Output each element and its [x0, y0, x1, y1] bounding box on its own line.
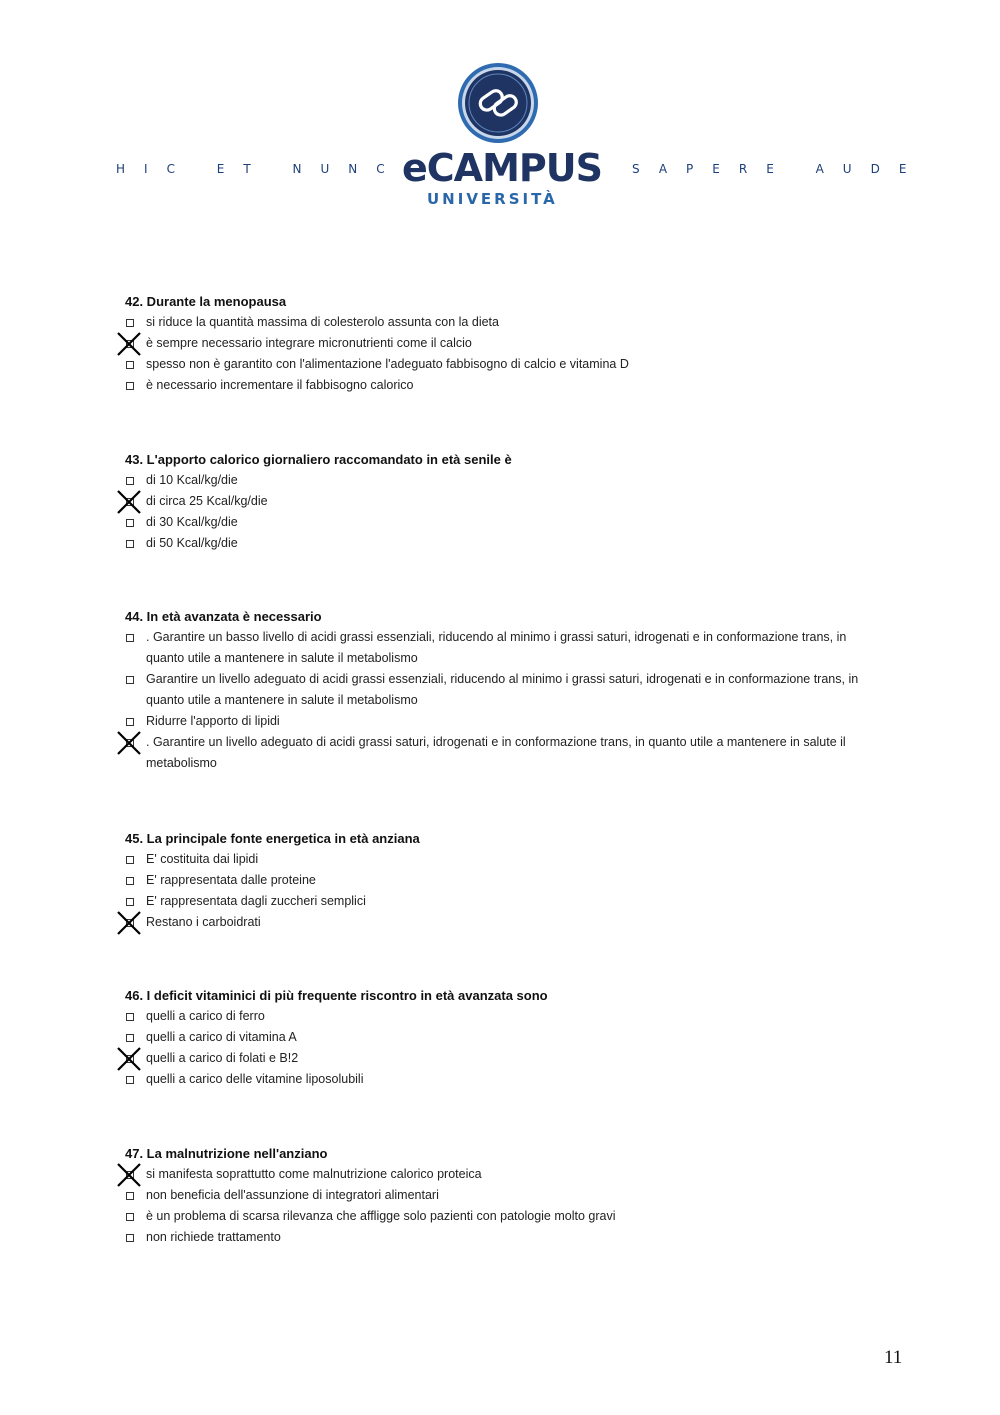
checkbox-icon[interactable] [126, 319, 134, 327]
page-header [0, 0, 1000, 220]
option-text: di 50 Kcal/kg/die [146, 536, 238, 550]
university-seal-icon [457, 62, 539, 144]
question-title: 42. Durante la menopausa [125, 294, 287, 309]
checkbox-icon[interactable] [126, 1034, 134, 1042]
checkbox-icon[interactable] [126, 1013, 134, 1021]
answer-option[interactable] [125, 870, 885, 891]
question-title: 45. La principale fonte energetica in età anziana [125, 831, 420, 846]
logo-wordmark: eCAMPUS [402, 146, 602, 190]
question-43 [125, 449, 885, 554]
option-text: di 30 Kcal/kg/die [146, 515, 238, 529]
option-text: si manifesta soprattutto come malnutrizione calorico proteica [146, 1167, 482, 1181]
checkbox-icon[interactable] [126, 718, 134, 726]
checkbox-icon[interactable] [126, 634, 134, 642]
question-47 [125, 1143, 885, 1248]
checkbox-icon[interactable] [126, 1192, 134, 1200]
question-title: 43. L'apporto calorico giornaliero raccomandato in età senile è [125, 452, 512, 467]
option-text: Restano i carboidrati [146, 915, 261, 929]
option-text: spesso non è garantito con l'alimentazione l'adeguato fabbisogno di calcio e vitamina D [146, 357, 629, 371]
option-text: E' rappresentata dagli zuccheri semplici [146, 894, 366, 908]
checkbox-icon[interactable] [126, 898, 134, 906]
answer-option[interactable] [125, 627, 885, 669]
option-text: quelli a carico di folati e B!2 [146, 1051, 299, 1065]
answer-option[interactable] [125, 711, 885, 732]
answer-option[interactable] [125, 669, 885, 711]
motto-left: HIC ET NUNC [116, 162, 404, 176]
option-text: . Garantire un basso livello di acidi grassi essenziali, riducendo al minimo i grassi saturi, idrogenati e in conformazione trans, in quanto utile a mantenere in salute il metabolismo [146, 630, 847, 665]
x-mark-icon [116, 730, 142, 756]
checkbox-icon[interactable] [126, 477, 134, 485]
option-text: non richiede trattamento [146, 1230, 281, 1244]
answer-option[interactable] [125, 533, 885, 554]
answer-option[interactable] [125, 1027, 885, 1048]
answer-option-selected[interactable] [125, 1164, 885, 1185]
answer-option[interactable] [125, 354, 885, 375]
checkbox-icon[interactable] [126, 382, 134, 390]
question-46 [125, 985, 885, 1090]
option-text: di 10 Kcal/kg/die [146, 473, 238, 487]
answer-option-selected[interactable] [125, 1048, 885, 1069]
option-text: è sempre necessario integrare micronutrienti come il calcio [146, 336, 472, 350]
option-text: di circa 25 Kcal/kg/die [146, 494, 268, 508]
answer-option-selected[interactable] [125, 912, 885, 933]
option-text: E' costituita dai lipidi [146, 852, 259, 866]
option-text: quelli a carico delle vitamine liposolubili [146, 1072, 364, 1086]
motto-right: SAPERE AUDE [632, 162, 926, 176]
option-text: è un problema di scarsa rilevanza che affligge solo pazienti con patologie molto gravi [146, 1209, 616, 1223]
option-text: Ridurre l'apporto di lipidi [146, 714, 280, 728]
question-42 [125, 291, 885, 396]
checkbox-icon[interactable] [126, 877, 134, 885]
question-title: 44. In età avanzata è necessario [125, 609, 322, 624]
answer-option-selected[interactable] [125, 333, 885, 354]
answer-option[interactable] [125, 849, 885, 870]
answer-option[interactable] [125, 891, 885, 912]
checkbox-icon[interactable] [126, 1234, 134, 1242]
question-45 [125, 828, 885, 933]
logo-subtitle: UNIVERSITÀ [427, 190, 558, 208]
option-text: non beneficia dell'assunzione di integratori alimentari [146, 1188, 439, 1202]
checkbox-icon[interactable] [126, 361, 134, 369]
answer-option[interactable] [125, 312, 885, 333]
answer-option[interactable] [125, 1227, 885, 1248]
option-text: quelli a carico di vitamina A [146, 1030, 297, 1044]
answer-option-selected[interactable] [125, 732, 885, 774]
checkbox-icon[interactable] [126, 1076, 134, 1084]
option-text: quelli a carico di ferro [146, 1009, 265, 1023]
answer-option[interactable] [125, 1006, 885, 1027]
answer-option[interactable] [125, 512, 885, 533]
option-text: . Garantire un livello adeguato di acidi grassi saturi, idrogenati e in conformazione trans, in quanto utile a mantenere in salute il metabolismo [146, 735, 846, 770]
answer-option[interactable] [125, 1185, 885, 1206]
checkbox-icon[interactable] [126, 519, 134, 527]
answer-option[interactable] [125, 1206, 885, 1227]
page-number: 11 [884, 1347, 903, 1368]
checkbox-icon[interactable] [126, 1213, 134, 1221]
checkbox-icon[interactable] [126, 540, 134, 548]
option-text: si riduce la quantità massima di colesterolo assunta con la dieta [146, 315, 499, 329]
option-text: Garantire un livello adeguato di acidi grassi essenziali, riducendo al minimo i grassi saturi, idrogenati e in conformazione trans, in quanto utile a mantenere in salute il metabolismo [146, 672, 859, 707]
x-mark-icon [116, 910, 142, 936]
answer-option[interactable] [125, 470, 885, 491]
option-text: E' rappresentata dalle proteine [146, 873, 316, 887]
answer-option[interactable] [125, 375, 885, 396]
option-text: è necessario incrementare il fabbisogno calorico [146, 378, 414, 392]
question-title: 47. La malnutrizione nell'anziano [125, 1146, 328, 1161]
checkbox-icon[interactable] [126, 856, 134, 864]
question-44 [125, 606, 885, 774]
checkbox-icon[interactable] [126, 676, 134, 684]
question-title: 46. I deficit vitaminici di più frequente riscontro in età avanzata sono [125, 988, 548, 1003]
answer-option-selected[interactable] [125, 491, 885, 512]
answer-option[interactable] [125, 1069, 885, 1090]
